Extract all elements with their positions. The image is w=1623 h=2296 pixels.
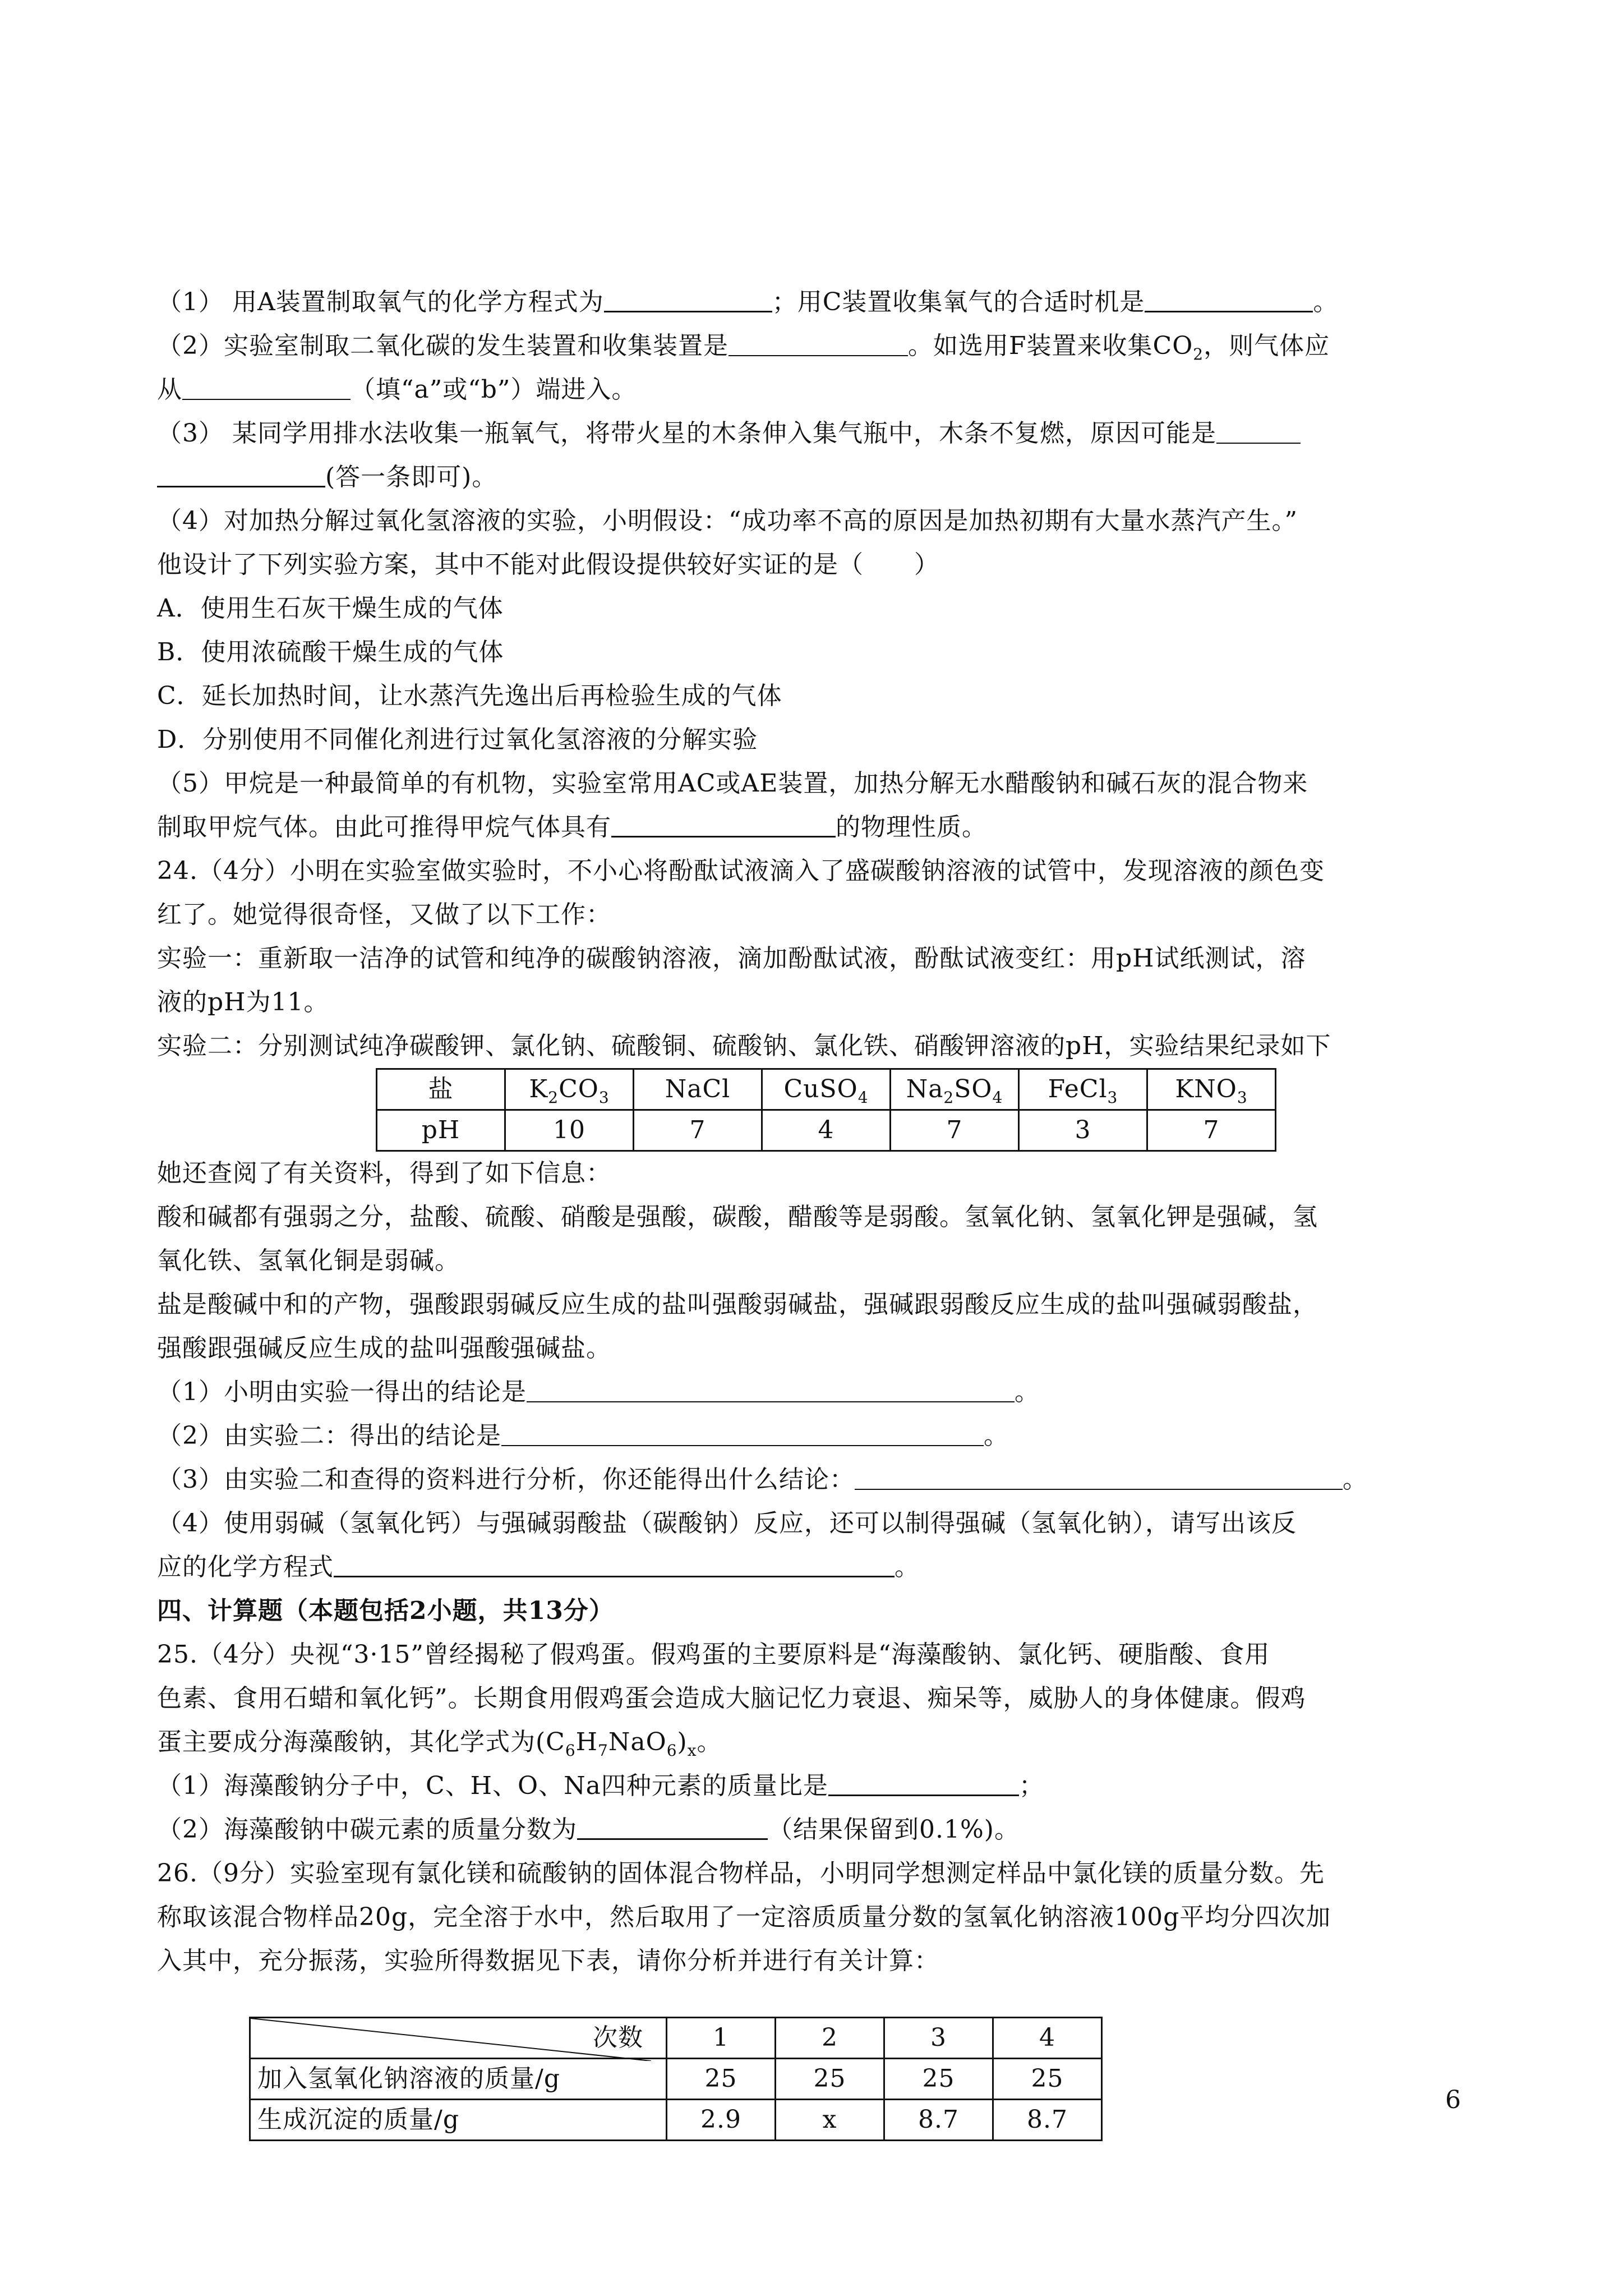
q24-stem-2: 红了。她觉得很奇怪，又做了以下工作：: [157, 900, 611, 929]
answer-blank[interactable]: [577, 1812, 768, 1840]
q24-sub1: （1）小明由实验一得出的结论是 。: [157, 1370, 1475, 1414]
q23-part5-cont: 制取甲烷气体。由此可推得甲烷气体具有 的物理性质。: [157, 806, 1475, 849]
q23-part2: （2）实验室制取二氧化碳的发生装置和收集装置是 。如选用F装置来收集$CO_2$，则气体应: [157, 324, 1475, 368]
table-cell: $KNO_3$: [1147, 1069, 1276, 1110]
table-cell: 7: [1147, 1110, 1276, 1151]
option-a: A．使用生石灰干燥生成的气体: [157, 594, 504, 623]
answer-blank[interactable]: [828, 1769, 1019, 1796]
q24-exp1-2: 液的pH为11。: [157, 988, 329, 1016]
table-cell: 4: [762, 1110, 891, 1151]
table-cell: 8.7: [884, 2100, 993, 2141]
table-row: [250, 2018, 1102, 2059]
table-header-cell: 2: [776, 2018, 884, 2059]
table-row: [250, 2100, 1102, 2141]
diagonal-line: [251, 2018, 651, 2061]
q23-part5: （5）甲烷是一种最简单的有机物，实验室常用AC或AE装置，加热分解无水醋酸钠和碱石灰的混合物来: [157, 769, 1308, 798]
q25-stem-2: 色素、食用石蜡和氧化钙”。长期食用假鸡蛋会造成大脑记忆力衰退、痴呆等，威胁人的身体健康。假鸡: [157, 1684, 1306, 1713]
option-b: B．使用浓硫酸干燥生成的气体: [157, 638, 504, 666]
table-cell: 8.7: [993, 2100, 1102, 2141]
table-cell: $Na_2SO_4$: [891, 1069, 1019, 1110]
q25-sub2: （2）海藻酸钠中碳元素的质量分数为 （结果保留到0.1%)。: [157, 1808, 1475, 1852]
q24-exp2: 实验二：分别测试纯净碳酸钾、氯化钠、硫酸铜、硫酸钠、氯化铁、硝酸钾溶液的pH，实验结果纪录如下: [157, 1032, 1331, 1060]
table-cell: NaCl: [634, 1069, 762, 1110]
table-row: [377, 1069, 1276, 1110]
table-cell: 2.9: [667, 2100, 776, 2141]
page-content: [157, 280, 1475, 2141]
option-d: D．分别使用不同催化剂进行过氧化氢溶液的分解实验: [157, 725, 758, 754]
table-cell: pH: [377, 1110, 505, 1151]
q23-part2-cont: 从 （填“a”或“b”）端进入。: [157, 368, 1475, 412]
answer-blank[interactable]: [855, 1463, 1343, 1490]
q26-stem-3: 入其中，充分振荡，实验所得数据见下表，请你分析并进行有关计算：: [157, 1947, 939, 1975]
answer-blank[interactable]: [182, 373, 351, 400]
q24-stem-1: 24.（4分）小明在实验室做实验时，不小心将酚酞试液滴入了盛碳酸钠溶液的试管中，发现溶液的颜色变: [157, 857, 1325, 885]
table-cell: 25: [776, 2059, 884, 2100]
answer-blank[interactable]: [1216, 417, 1301, 444]
option-c: C．延长加热时间，让水蒸汽先逸出后再检验生成的气体: [157, 682, 782, 710]
table-header-cell: 1: [667, 2018, 776, 2059]
table-cell: 25: [993, 2059, 1102, 2100]
table-row: [377, 1110, 1276, 1151]
salt-ph-table: [376, 1068, 1276, 1152]
q26-stem-1: 26.（9分）实验室现有氯化镁和硫酸钠的固体混合物样品，小明同学想测定样品中氯化镁的质量分数。先: [157, 1859, 1325, 1888]
experiment-data-table: [249, 2017, 1103, 2141]
table-cell: 加入氢氧化钠溶液的质量/g: [250, 2059, 667, 2100]
section-heading: 四、计算题（本题包括2小题，共13分）: [157, 1596, 614, 1625]
answer-blank[interactable]: [611, 810, 836, 838]
answer-blank[interactable]: [604, 285, 772, 312]
answer-blank[interactable]: [527, 1375, 1015, 1402]
q24-exp1-1: 实验一：重新取一洁净的试管和纯净的碳酸钠溶液，滴加酚酞试液，酚酞试液变红：用pH试纸测试，溶: [157, 944, 1306, 973]
q25-stem-1: 25.（4分）央视“3·15”曾经揭秘了假鸡蛋。假鸡蛋的主要原料是“海藻酸钠、氯化钙、硬脂酸、食用: [157, 1640, 1270, 1669]
table-cell: FeCl$_3$: [1019, 1069, 1147, 1110]
q24-info-4: 强酸跟强碱反应生成的盐叫强酸强碱盐。: [157, 1334, 611, 1363]
q24-sub4-cont: 应的化学方程式 。: [157, 1545, 1475, 1589]
q23-part3: （3） 某同学用排水法收集一瓶氧气，将带火星的木条伸入集气瓶中，木条不复燃，原因可能是: [157, 412, 1475, 455]
q26-stem-2: 称取该混合物样品20g，完全溶于水中，然后取用了一定溶质质量分数的氢氧化钠溶液100g平均分四次加: [157, 1903, 1331, 1931]
q23-part4-cont: 他设计了下列实验方案，其中不能对此假设提供较好实证的是（ ）: [157, 550, 939, 579]
answer-blank[interactable]: [728, 329, 908, 356]
q24-info-3: 盐是酸碱中和的产物，强酸跟弱碱反应生成的盐叫强酸弱碱盐，强碱跟弱酸反应生成的盐叫强碱弱酸盐，: [157, 1290, 1318, 1319]
table-cell: 盐: [377, 1069, 505, 1110]
answer-blank[interactable]: [157, 460, 325, 487]
q24-sub4: （4）使用弱碱（氢氧化钙）与强碱弱酸盐（碳酸钠）反应，还可以制得强碱（氢氧化钠），请写出该反: [157, 1509, 1297, 1538]
table-header-cell: 4: [993, 2018, 1102, 2059]
table-cell: 7: [891, 1110, 1019, 1151]
page-number: 6: [1445, 2086, 1461, 2114]
table-header-cell: 3: [884, 2018, 993, 2059]
q24-sub3: （3）由实验二和查得的资料进行分析，你还能得出什么结论： 。: [157, 1458, 1475, 1502]
answer-blank[interactable]: [1145, 285, 1313, 312]
table-cell: 25: [884, 2059, 993, 2100]
table-cell: 7: [634, 1110, 762, 1151]
table-cell: 3: [1019, 1110, 1147, 1151]
q25-sub1: （1）海藻酸钠分子中，C、H、O、Na四种元素的质量比是 ；: [157, 1764, 1475, 1808]
q24-info-1: 酸和碱都有强弱之分，盐酸、硫酸、硝酸是强酸，碳酸，醋酸等是弱酸。氢氧化钠、氢氧化钾是强碱，氢: [157, 1203, 1318, 1231]
table-header-cell: 次数: [250, 2018, 667, 2059]
table-cell: 10: [505, 1110, 634, 1151]
table-cell: CuSO$_4$: [762, 1069, 891, 1110]
table-row: [250, 2059, 1102, 2100]
q24-info: 她还查阅了有关资料，得到了如下信息：: [157, 1159, 611, 1188]
q25-stem-3: 蛋主要成分海藻酸钠，其化学式为$(C_6H_7NaO_6)_x$。: [157, 1728, 722, 1760]
q23-part3-cont: (答一条即可)。: [157, 455, 1475, 499]
answer-blank[interactable]: [501, 1419, 984, 1446]
table-cell: $K_2CO_3$: [505, 1069, 634, 1110]
table-cell: 25: [667, 2059, 776, 2100]
q23-part1: （1） 用A装置制取氧气的化学方程式为 ；用C装置收集氧气的合适时机是 。: [157, 280, 1475, 324]
answer-blank[interactable]: [334, 1550, 895, 1577]
table-cell: 生成沉淀的质量/g: [250, 2100, 667, 2141]
table-cell: x: [776, 2100, 884, 2141]
q23-part4: （4）对加热分解过氧化氢溶液的实验，小明假设：“成功率不高的原因是加热初期有大量水蒸汽产生。”: [157, 507, 1298, 535]
q24-sub2: （2）由实验二：得出的结论是 。: [157, 1414, 1475, 1458]
q24-info-2: 氧化铁、氢氧化铜是弱碱。: [157, 1246, 460, 1275]
